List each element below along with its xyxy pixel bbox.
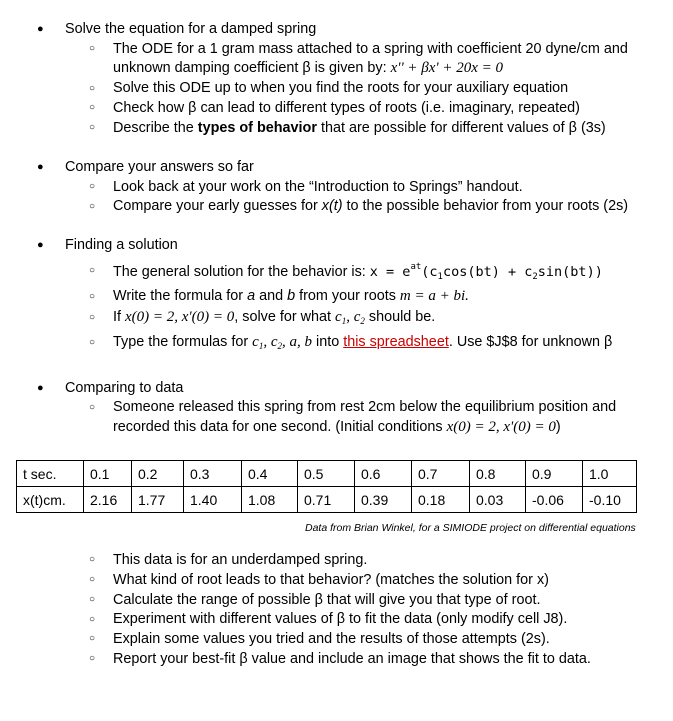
section-3-item-2: Write the formula for a and b from your roots m = a + bi. — [113, 288, 469, 304]
sub-bullet-icon: ○ — [89, 102, 96, 113]
table-cell: 0.9 — [526, 461, 583, 487]
table-cell: 0.03 — [470, 487, 526, 513]
section-1-ode-line1: The ODE for a 1 gram mass attached to a spring with coefficient 20 dyne/cm and — [113, 41, 628, 57]
section-3-item-1: The general solution for the behavior is: $x = e^{at}(c_1\cos(bt) + c_2\sin(bt))$ — [113, 262, 603, 282]
section-1-item-2: Solve this ODE up to when you find the roots for your auxiliary equation — [113, 80, 569, 96]
table-cell: 0.3 — [184, 461, 242, 487]
table-cell: 0.4 — [242, 461, 298, 487]
row-label-position: x(t)cm. — [17, 487, 84, 513]
table-cell: 1.08 — [242, 487, 298, 513]
sub-bullet-icon: ○ — [89, 122, 96, 133]
section-1-item-4: Describe the types of behavior that are possible for different values of β (3s) — [113, 120, 606, 136]
sub-bullet-icon: ○ — [89, 337, 96, 348]
section-2-item-2: Compare your early guesses for x(t) to the possible behavior from your roots (2s) — [113, 198, 629, 214]
table-cell: 2.16 — [84, 487, 132, 513]
bullet-icon: ● — [37, 161, 44, 173]
sub-bullet-icon: ○ — [89, 633, 96, 644]
sub-bullet-icon: ○ — [89, 554, 96, 565]
table-footnote: Data from Brian Winkel, for a SIMIODE project on differential equations — [305, 522, 636, 534]
table-cell: 0.7 — [412, 461, 470, 487]
table-row — [17, 487, 637, 513]
sub-bullet-icon: ○ — [89, 83, 96, 94]
sub-bullet-icon: ○ — [89, 402, 96, 413]
section-4-item-1-line1: Someone released this spring from rest 2cm below the equilibrium position and — [113, 399, 617, 415]
sub-bullet-icon: ○ — [89, 614, 96, 625]
table-cell: 0.8 — [470, 461, 526, 487]
table-cell: 1.77 — [132, 487, 184, 513]
section-2-title: Compare your answers so far — [65, 159, 254, 175]
bullet-icon: ● — [37, 239, 44, 251]
sub-bullet-icon: ○ — [89, 574, 96, 585]
bullet-icon: ● — [37, 382, 44, 394]
table-cell: 0.71 — [298, 487, 355, 513]
sub-bullet-icon: ○ — [89, 312, 96, 323]
section-5-item-1: This data is for an underdamped spring. — [113, 552, 368, 568]
section-2-item-1: Look back at your work on the “Introduction to Springs” handout. — [113, 179, 523, 195]
table-row — [17, 461, 637, 487]
spring-data-table — [16, 460, 637, 513]
table-cell: -0.06 — [526, 487, 583, 513]
table-cell: 0.1 — [84, 461, 132, 487]
section-1-item-3: Check how β can lead to different types of roots (i.e. imaginary, repeated) — [113, 100, 580, 116]
section-4-item-1-line2: recorded this data for one second. (Initial conditions x(0) = 2, x'(0) = 0) — [113, 419, 561, 435]
section-3-item-3: If x(0) = 2, x'(0) = 0, solve for what $c_1$, $c_2$ should be. — [113, 309, 436, 326]
table-cell: 0.39 — [355, 487, 412, 513]
section-5-item-3: Calculate the range of possible β that will give you that type of root. — [113, 592, 541, 608]
section-5-item-2: What kind of root leads to that behavior? (matches the solution for x) — [113, 572, 549, 588]
ode-equation: x'' + βx' + 20x = 0 — [390, 60, 504, 76]
sub-bullet-icon: ○ — [89, 594, 96, 605]
sub-bullet-icon: ○ — [89, 43, 96, 54]
sub-bullet-icon: ○ — [89, 291, 96, 302]
table-cell: 0.18 — [412, 487, 470, 513]
table-cell: 0.5 — [298, 461, 355, 487]
section-5-item-5: Explain some values you tried and the results of those attempts (2s). — [113, 631, 550, 647]
section-3-item-4: Type the formulas for $c_1$, $c_2$, a, b into this spreadsheet. Use $J$8 for unknown β — [113, 334, 613, 351]
table-cell: 1.0 — [583, 461, 637, 487]
section-5-item-6: Report your best-fit β value and include an image that shows the fit to data. — [113, 651, 591, 667]
sub-bullet-icon: ○ — [89, 201, 96, 212]
general-solution-formula: $x = e^{at}(c_1\cos(bt) + c_2\sin(bt))$ — [369, 262, 603, 282]
section-4-title: Comparing to data — [65, 380, 184, 396]
sub-bullet-icon: ○ — [89, 653, 96, 664]
bullet-icon: ● — [37, 23, 44, 35]
row-label-time: t sec. — [17, 461, 84, 487]
section-3-title: Finding a solution — [65, 237, 178, 253]
sub-bullet-icon: ○ — [89, 181, 96, 192]
spreadsheet-link[interactable]: this spreadsheet — [343, 334, 449, 350]
table-cell: 0.2 — [132, 461, 184, 487]
section-5-item-4: Experiment with different values of β to fit the data (only modify cell J8). — [113, 611, 568, 627]
table-cell: -0.10 — [583, 487, 637, 513]
section-1-ode-line2: unknown damping coefficient β is given by: x'' + βx' + 20x = 0 — [113, 60, 504, 76]
table-cell: 0.6 — [355, 461, 412, 487]
table-cell: 1.40 — [184, 487, 242, 513]
sub-bullet-icon: ○ — [89, 265, 96, 276]
section-1-title: Solve the equation for a damped spring — [65, 21, 317, 37]
